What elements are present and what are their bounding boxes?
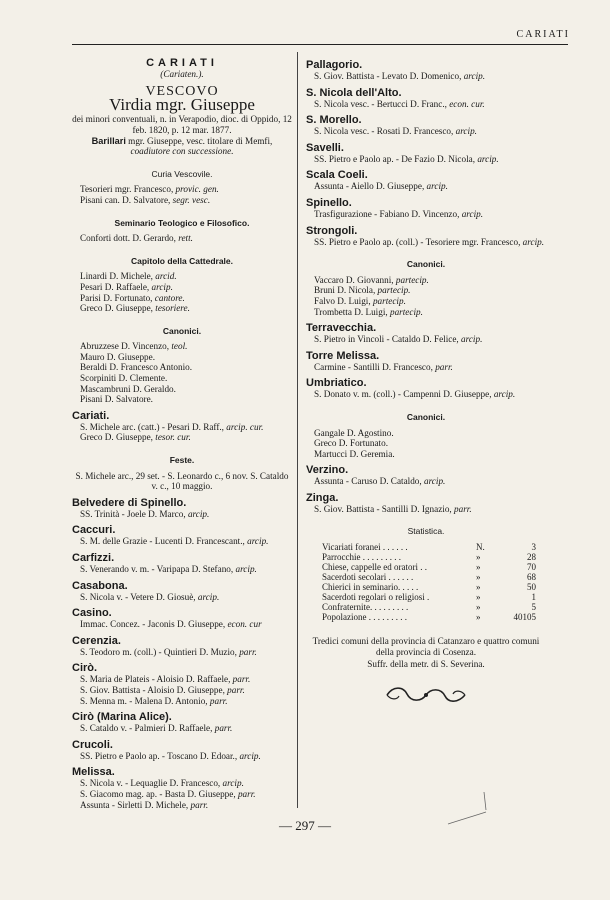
stat-value: 5: [531, 602, 536, 613]
entry-line: [72, 674, 292, 685]
entry-line: [72, 271, 292, 282]
page-number: — 297 —: [279, 818, 331, 833]
stat-unit: »: [476, 552, 481, 563]
entry-line: [306, 449, 546, 460]
entry-role: arcid.: [155, 271, 177, 282]
curia-title: Curia Vescovile.: [151, 168, 213, 179]
entry-role: rett.: [178, 233, 193, 244]
entry-line: [72, 800, 292, 811]
entry-role: tesoriere.: [155, 303, 190, 314]
entry-text: S. Maria de Plateis - Aloisio D. Raffaele,: [80, 674, 233, 685]
coadjutor: [72, 136, 292, 157]
parish-name: S. Morello.: [306, 114, 362, 127]
entry-line: [306, 438, 546, 449]
entry-role: arcip.: [151, 281, 173, 292]
stat-value: 70: [527, 562, 536, 573]
vescovo-heading: VESCOVO: [145, 84, 219, 100]
entry-text: Trasfigurazione - Fabiano D. Vincenzo,: [314, 208, 462, 219]
entry-text: S. Giov. Battista - Aloisio D. Giuseppe,: [80, 684, 228, 695]
stat-row: [320, 592, 538, 602]
entry-line: [72, 394, 292, 405]
entry-role: cantore.: [154, 292, 185, 303]
entry-line: [306, 389, 546, 400]
entry-line: [72, 233, 292, 244]
entry-text: Vaccaro D. Giovanni,: [314, 274, 396, 285]
entry-text: Beraldi D. Francesco Antonio.: [80, 362, 193, 373]
canonici-right-title: Canonici.: [406, 259, 446, 270]
entry-role: parr.: [209, 695, 228, 706]
parish-name: Pallagorio.: [306, 59, 363, 71]
parish-name: Terravecchia.: [306, 322, 377, 335]
stat-label: Parrocchie . . . . . . . . .: [322, 552, 401, 563]
parish-name: Casino.: [72, 607, 112, 620]
entry-line: [72, 685, 292, 696]
parish-name: Cariati.: [72, 409, 110, 422]
feste-text: S. Michele arc., 29 set. - S. Leonardo c., 6 nov. S. Cataldo v. c., 10 maggio.: [75, 470, 289, 492]
stat-label: Popolazione . . . . . . . . .: [322, 612, 407, 623]
entry-text: Conforti dott. D. Gerardo,: [80, 233, 179, 244]
statistica-table: [320, 542, 538, 622]
seminario-title: Seminario Teologico e Filosofico.: [114, 217, 250, 228]
entry-line: [72, 352, 292, 363]
entry-role: arcip.: [423, 476, 446, 487]
stat-row: [320, 552, 538, 562]
stat-value: 68: [527, 572, 536, 583]
entry-line: [306, 209, 546, 220]
entry-role: parr.: [232, 674, 251, 685]
entry-text: Linardi D. Michele,: [80, 271, 156, 282]
entry-line: [306, 99, 546, 110]
entry-line: [306, 428, 546, 439]
entry-text: S. Donato v. m. (coll.) - Campenni D. Giuseppe,: [314, 389, 494, 400]
entry-line: [306, 362, 546, 373]
parish-name: Spinello.: [306, 196, 352, 209]
parish-name: Savelli.: [306, 141, 344, 154]
stat-label: Sacerdoti secolari . . . . . .: [322, 572, 414, 583]
entry-text: Pesari D. Raffaele,: [80, 281, 152, 292]
entry-text: Parisi D. Fortunato,: [80, 292, 155, 303]
entry-text: Trombetta D. Luigi,: [314, 306, 390, 317]
entry-text: S. Nicola vesc. - Rosati D. Francesco,: [314, 126, 456, 137]
diocese-title: CARIATI: [146, 57, 218, 69]
entry-line: [72, 647, 292, 658]
entry-text: SS. Trinità - Joele D. Marco,: [80, 508, 188, 519]
top-rule: [72, 44, 568, 45]
entry-role: tesor. cur.: [155, 432, 191, 443]
entry-line: [306, 296, 546, 307]
capitolo-title: Capitolo della Cattedrale.: [130, 255, 234, 266]
entry-role: arcip.: [235, 564, 257, 574]
stat-label: Chiese, cappelle ed oratori . .: [322, 562, 427, 573]
stat-value: 28: [527, 552, 536, 563]
canonici-left-list: [72, 341, 292, 405]
parish-name: Carfizzi.: [72, 552, 115, 564]
coadjutor-rest: mgr. Giuseppe, vesc. titolare di Memfi,: [125, 135, 273, 146]
canonici-left-title: Canonici.: [162, 325, 202, 336]
stat-row: [320, 602, 538, 612]
entry-role: arcip.: [222, 778, 244, 789]
entry-text: Mauro D. Giuseppe.: [80, 351, 156, 362]
entry-text: S. Giov. Battista - Santilli D. Ignazio,: [314, 503, 455, 514]
entry-line: [72, 564, 292, 575]
entry-role: parr.: [190, 799, 209, 810]
entry-line: [72, 789, 292, 800]
entry-text: Abruzzese D. Vincenzo,: [80, 341, 172, 352]
parish-name: Melissa.: [72, 766, 115, 779]
entry-line: [72, 723, 292, 734]
stat-label: Chierici in seminario. . . . .: [322, 582, 419, 593]
entry-text: Martucci D. Geremia.: [314, 448, 395, 459]
entry-line: [72, 184, 292, 195]
entry-line: [306, 476, 546, 487]
parish-name: Cerenzia.: [72, 634, 121, 647]
diocese-latin: (Cariaten.).: [160, 68, 204, 79]
entry-line: [72, 303, 292, 314]
parish-name: Scala Coeli.: [306, 169, 368, 182]
stat-unit: »: [476, 582, 481, 593]
entry-text: SS. Pietro e Paolo ap. - Toscano D. Edoar.,: [80, 750, 240, 761]
parish-name: S. Nicola dell'Alto.: [306, 86, 402, 99]
entry-line: [72, 282, 292, 293]
parishes-right-first: [306, 59, 546, 247]
bishop-bio: dei minori conventuali, n. in Verapodio, dioc. di Oppido, 12 feb. 1820, p. 12 mar. 1877.: [72, 114, 292, 135]
coadjutor-role: coadiutore con successione.: [130, 146, 234, 157]
entry-text: Greco D. Giuseppe,: [80, 432, 156, 443]
stat-unit: N.: [476, 542, 485, 553]
entry-role: arcip.: [461, 334, 483, 345]
stat-value: 1: [531, 592, 536, 603]
entry-text: S. Venerando v. m. - Varipapa D. Stefano,: [80, 564, 236, 574]
entry-line: [306, 181, 546, 192]
entry-line: [72, 509, 292, 520]
right-column: [306, 54, 546, 706]
entry-role: arcip.: [247, 536, 269, 547]
stat-row: [320, 542, 538, 552]
entry-line: [72, 384, 292, 395]
entry-line: [72, 592, 292, 603]
entry-text: Assunta - Caruso D. Cataldo,: [314, 476, 424, 487]
entry-role: arcip.: [461, 208, 484, 219]
entry-text: S. Giov. Battista - Levato D. Domenico,: [314, 71, 464, 81]
stat-value: 40105: [513, 612, 536, 623]
entry-line: [72, 536, 292, 547]
stat-label: Vicariati foranei . . . . . .: [322, 542, 408, 553]
entry-line: [306, 275, 546, 286]
entry-text: Falvo D. Luigi,: [314, 295, 373, 306]
running-head: CARIATI: [516, 29, 570, 40]
parishes-right-second: [306, 322, 546, 400]
entry-line: [306, 334, 546, 345]
stat-row: [320, 612, 538, 622]
canonici-right2-list: [306, 428, 546, 460]
entry-line: [72, 619, 292, 630]
entry-role: teol.: [171, 341, 188, 352]
entry-role: parr.: [237, 788, 256, 799]
entry-line: [72, 373, 292, 384]
entry-text: Pisani can. D. Salvatore,: [80, 194, 173, 205]
entry-text: Bruni D. Nicola,: [314, 285, 378, 296]
entry-text: SS. Pietro e Paolo ap. (coll.) - Tesoriere mgr. Francesco,: [314, 236, 523, 247]
entry-role: parr.: [435, 361, 453, 372]
entry-text: S. Nicola v. - Lequaglie D. Francesco,: [80, 778, 223, 789]
entry-line: [306, 71, 546, 82]
entry-text: S. Nicola vesc. - Bertucci D. Franc.,: [314, 98, 450, 109]
stat-unit: »: [476, 572, 481, 583]
entry-text: S. Teodoro m. (coll.) - Quintieri D. Muzio,: [80, 646, 240, 657]
column-divider: [297, 52, 298, 808]
canonici-right-list: [306, 275, 546, 317]
entry-text: S. Pietro in Vincoli - Cataldo D. Felice,: [314, 334, 462, 345]
entry-role: arcip.: [187, 508, 210, 519]
parish-name: Zinga.: [306, 491, 339, 504]
entry-line: [306, 237, 546, 248]
stat-label: Confraternite. . . . . . . . .: [322, 602, 409, 613]
entry-text: Assunta - Aiello D. Giuseppe,: [314, 181, 427, 192]
bishop-name: Virdia mgr. Giuseppe: [109, 94, 255, 114]
entry-role: provic. gen.: [175, 184, 219, 195]
entry-text: Tesorieri mgr. Francesco,: [80, 184, 176, 195]
entry-text: Mascambruni D. Geraldo.: [80, 383, 176, 394]
parish-name: Verzino.: [306, 464, 349, 477]
entry-role: arcip.: [477, 153, 499, 164]
entry-role: arcip.: [239, 750, 261, 761]
entry-role: econ. cur.: [449, 98, 485, 109]
parish-name: Casabona.: [72, 579, 128, 592]
entry-text: S. Cataldo v. - Palmieri D. Raffaele,: [80, 723, 215, 734]
entry-line: [72, 293, 292, 304]
entry-line: [72, 422, 292, 433]
stat-unit: »: [476, 562, 481, 573]
entry-role: econ. cur: [227, 619, 262, 630]
ornament-icon: [381, 684, 471, 706]
parishes-left-first: [72, 410, 292, 443]
stat-unit: »: [476, 612, 481, 623]
entry-role: partecip.: [372, 295, 406, 306]
entry-line: [72, 696, 292, 707]
parish-name: Torre Melissa.: [306, 349, 380, 362]
parish-name: Strongoli.: [306, 224, 358, 237]
parish-name: Belvedere di Spinello.: [72, 496, 187, 509]
entry-role: partecip.: [389, 306, 423, 317]
stat-unit: »: [476, 602, 481, 613]
left-column: [72, 54, 292, 810]
entry-line: [306, 126, 546, 137]
entry-role: parr.: [227, 684, 245, 695]
provinces-note: Tredici comuni della provincia di Catanzaro e quattro comuni della provincia di Cosenza.: [312, 636, 540, 657]
entry-role: parr.: [239, 646, 257, 657]
parish-name: Cirò.: [72, 662, 98, 675]
entry-line: [72, 341, 292, 352]
entry-text: Immac. Concez. - Jaconis D. Giuseppe,: [80, 619, 228, 630]
parish-name: Crucoli.: [72, 738, 113, 751]
entry-line: [72, 751, 292, 762]
entry-text: Pisani D. Salvatore.: [80, 394, 153, 405]
entry-role: arcip. cur.: [226, 421, 264, 432]
entry-text: S. M. delle Grazie - Lucenti D. Francescant.,: [80, 536, 248, 547]
entry-line: [72, 432, 292, 443]
entry-text: S. Nicola v. - Vetere D. Giosuè,: [80, 591, 198, 602]
suffragan-note: Suffr. della metr. di S. Severina.: [367, 659, 485, 670]
entry-line: [306, 285, 546, 296]
entry-role: parr.: [214, 723, 233, 734]
feste-title: Feste.: [169, 455, 195, 466]
entry-line: [306, 154, 546, 165]
canonici-right2-title: Canonici.: [406, 411, 446, 422]
entry-text: Greco D. Fortunato.: [314, 438, 388, 449]
parish-name: Caccuri.: [72, 524, 116, 537]
entry-text: Carmine - Santilli D. Francesco,: [314, 361, 436, 372]
entry-text: SS. Pietro e Paolo ap. - De Fazio D. Nicola,: [314, 153, 478, 164]
entry-text: S. Michele arc. (catt.) - Pesari D. Raff.,: [80, 421, 227, 432]
entry-line: [306, 307, 546, 318]
stat-row: [320, 562, 538, 572]
stat-row: [320, 582, 538, 592]
stat-value: 3: [531, 542, 536, 553]
parish-name: Cirò (Marina Alice).: [72, 711, 172, 724]
stat-label: Sacerdoti regolari o religiosi .: [322, 592, 430, 603]
entry-text: Assunta - Sirletti D. Michele,: [80, 799, 191, 810]
stat-value: 50: [527, 582, 536, 593]
entry-role: arcip.: [455, 126, 477, 137]
entry-role: parr.: [454, 503, 472, 514]
parishes-right-third: [306, 464, 546, 514]
entry-line: [72, 195, 292, 206]
entry-text: S. Giacomo mag. ap. - Basta D. Giuseppe,: [80, 788, 238, 799]
entry-role: segr. vesc.: [172, 194, 211, 205]
entry-line: [72, 362, 292, 373]
seminario-list: [72, 233, 292, 244]
entry-text: Scorpiniti D. Clemente.: [80, 373, 168, 384]
entry-role: arcip.: [493, 389, 516, 400]
entry-role: partecip.: [395, 274, 429, 285]
entry-role: arcip.: [522, 236, 545, 247]
stat-unit: »: [476, 592, 481, 603]
coadjutor-name: Barillari: [91, 135, 126, 146]
capitolo-list: [72, 271, 292, 313]
curia-list: [72, 184, 292, 205]
entry-text: Gangale D. Agostino.: [314, 427, 394, 438]
entry-role: arcip.: [463, 71, 486, 81]
entry-role: partecip.: [377, 285, 411, 296]
entry-line: [72, 778, 292, 789]
parish-name: Umbriatico.: [306, 377, 367, 390]
stat-row: [320, 572, 538, 582]
parishes-left-rest: [72, 497, 292, 810]
statistica-title: Statistica.: [407, 526, 445, 537]
entry-text: S. Menna m. - Malena D. Antonio,: [80, 695, 210, 706]
entry-role: arcip.: [426, 181, 448, 192]
entry-role: arcip.: [197, 591, 220, 602]
entry-text: Greco D. Giuseppe,: [80, 303, 156, 314]
entry-line: [306, 504, 546, 515]
